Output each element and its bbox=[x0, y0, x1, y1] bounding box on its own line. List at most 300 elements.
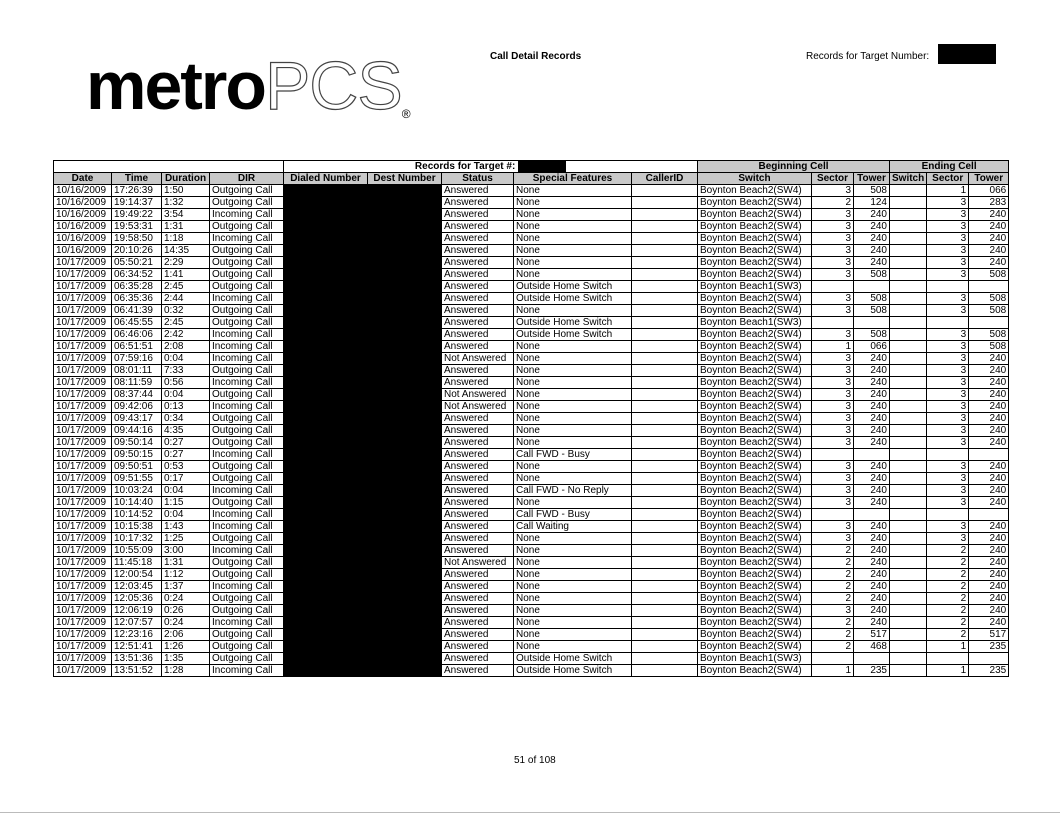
cell-date: 10/17/2009 bbox=[54, 353, 112, 365]
cell-end-sector: 3 bbox=[927, 353, 969, 365]
cell-tower: 240 bbox=[854, 389, 890, 401]
cell-caller-id bbox=[632, 365, 698, 377]
cell-dialed-number-redacted bbox=[284, 437, 368, 449]
cell-direction: Outgoing Call bbox=[210, 557, 284, 569]
cell-dest-number-redacted bbox=[368, 197, 442, 209]
cell-end-switch bbox=[890, 449, 927, 461]
cell-date: 10/17/2009 bbox=[54, 665, 112, 677]
cell-direction: Incoming Call bbox=[210, 353, 284, 365]
cell-time: 06:46:06 bbox=[112, 329, 162, 341]
cell-sector: 3 bbox=[812, 185, 854, 197]
cell-tower: 240 bbox=[854, 365, 890, 377]
cell-special-features: Outside Home Switch bbox=[514, 653, 632, 665]
cell-duration: 1:18 bbox=[162, 233, 210, 245]
cell-tower: 240 bbox=[854, 557, 890, 569]
cell-sector: 2 bbox=[812, 629, 854, 641]
cell-direction: Incoming Call bbox=[210, 401, 284, 413]
page-number: 51 of 108 bbox=[514, 755, 556, 766]
cell-end-sector bbox=[927, 449, 969, 461]
cell-dest-number-redacted bbox=[368, 353, 442, 365]
cell-end-sector: 2 bbox=[927, 605, 969, 617]
cell-caller-id bbox=[632, 209, 698, 221]
column-header: Sector bbox=[927, 173, 969, 185]
cell-special-features: None bbox=[514, 197, 632, 209]
cell-status: Answered bbox=[442, 281, 514, 293]
cell-status: Answered bbox=[442, 413, 514, 425]
cell-sector: 3 bbox=[812, 293, 854, 305]
cell-end-tower: 240 bbox=[969, 545, 1009, 557]
cell-direction: Outgoing Call bbox=[210, 389, 284, 401]
cell-duration: 0:27 bbox=[162, 449, 210, 461]
cell-caller-id bbox=[632, 401, 698, 413]
cell-tower: 240 bbox=[854, 209, 890, 221]
cell-direction: Incoming Call bbox=[210, 665, 284, 677]
cell-end-switch bbox=[890, 305, 927, 317]
table-row bbox=[54, 533, 1009, 545]
cell-date: 10/17/2009 bbox=[54, 569, 112, 581]
cell-time: 09:50:15 bbox=[112, 449, 162, 461]
cell-special-features: None bbox=[514, 425, 632, 437]
cell-duration: 0:26 bbox=[162, 605, 210, 617]
cell-caller-id bbox=[632, 221, 698, 233]
cell-sector: 2 bbox=[812, 197, 854, 209]
cell-dest-number-redacted bbox=[368, 569, 442, 581]
table-row bbox=[54, 389, 1009, 401]
cell-dialed-number-redacted bbox=[284, 509, 368, 521]
cell-end-sector: 3 bbox=[927, 401, 969, 413]
cell-tower: 240 bbox=[854, 425, 890, 437]
cell-dest-number-redacted bbox=[368, 641, 442, 653]
cell-switch: Boynton Beach1(SW3) bbox=[698, 317, 812, 329]
cell-sector: 3 bbox=[812, 221, 854, 233]
cell-end-tower: 508 bbox=[969, 269, 1009, 281]
cell-end-sector: 3 bbox=[927, 389, 969, 401]
cell-dialed-number-redacted bbox=[284, 641, 368, 653]
column-header: Sector bbox=[812, 173, 854, 185]
cell-sector bbox=[812, 281, 854, 293]
cell-dest-number-redacted bbox=[368, 233, 442, 245]
cell-end-tower: 508 bbox=[969, 293, 1009, 305]
cell-caller-id bbox=[632, 581, 698, 593]
cell-end-tower: 240 bbox=[969, 593, 1009, 605]
cell-dest-number-redacted bbox=[368, 665, 442, 677]
cell-switch: Boynton Beach2(SW4) bbox=[698, 461, 812, 473]
cell-date: 10/17/2009 bbox=[54, 269, 112, 281]
cell-caller-id bbox=[632, 485, 698, 497]
cell-end-sector: 3 bbox=[927, 485, 969, 497]
document-title: Call Detail Records bbox=[490, 51, 582, 62]
table-row bbox=[54, 305, 1009, 317]
cell-dialed-number-redacted bbox=[284, 425, 368, 437]
cell-date: 10/16/2009 bbox=[54, 197, 112, 209]
table-column-header bbox=[54, 173, 1009, 185]
cell-end-tower: 240 bbox=[969, 581, 1009, 593]
cell-tower bbox=[854, 449, 890, 461]
cell-direction: Incoming Call bbox=[210, 581, 284, 593]
cell-direction: Outgoing Call bbox=[210, 317, 284, 329]
cell-special-features: Call FWD - No Reply bbox=[514, 485, 632, 497]
cell-sector: 3 bbox=[812, 377, 854, 389]
cell-end-sector: 3 bbox=[927, 329, 969, 341]
cell-direction: Outgoing Call bbox=[210, 425, 284, 437]
cell-status: Answered bbox=[442, 461, 514, 473]
cell-end-tower: 240 bbox=[969, 233, 1009, 245]
cell-end-tower: 235 bbox=[969, 665, 1009, 677]
cell-date: 10/17/2009 bbox=[54, 533, 112, 545]
cell-switch: Boynton Beach2(SW4) bbox=[698, 401, 812, 413]
table-row bbox=[54, 209, 1009, 221]
cell-caller-id bbox=[632, 245, 698, 257]
cell-end-sector: 2 bbox=[927, 557, 969, 569]
cell-date: 10/17/2009 bbox=[54, 473, 112, 485]
cell-duration: 3:00 bbox=[162, 545, 210, 557]
cell-end-switch bbox=[890, 365, 927, 377]
cell-end-sector: 3 bbox=[927, 197, 969, 209]
cell-end-switch bbox=[890, 557, 927, 569]
cell-date: 10/17/2009 bbox=[54, 449, 112, 461]
cell-dialed-number-redacted bbox=[284, 485, 368, 497]
cell-special-features: None bbox=[514, 365, 632, 377]
cell-duration: 2:44 bbox=[162, 293, 210, 305]
cell-end-switch bbox=[890, 209, 927, 221]
cell-tower: 066 bbox=[854, 341, 890, 353]
cell-tower: 240 bbox=[854, 545, 890, 557]
cell-caller-id bbox=[632, 305, 698, 317]
cell-status: Answered bbox=[442, 341, 514, 353]
cell-caller-id bbox=[632, 317, 698, 329]
cell-status: Answered bbox=[442, 221, 514, 233]
cell-sector: 2 bbox=[812, 641, 854, 653]
cell-end-sector: 3 bbox=[927, 221, 969, 233]
cell-switch: Boynton Beach2(SW4) bbox=[698, 233, 812, 245]
cell-switch: Boynton Beach2(SW4) bbox=[698, 377, 812, 389]
cell-caller-id bbox=[632, 185, 698, 197]
cell-tower: 508 bbox=[854, 269, 890, 281]
cell-sector: 1 bbox=[812, 341, 854, 353]
cell-time: 20:10:26 bbox=[112, 245, 162, 257]
cell-sector: 2 bbox=[812, 557, 854, 569]
cell-special-features: None bbox=[514, 377, 632, 389]
records-for-target-label: Records for Target #: bbox=[414, 161, 516, 173]
cell-status: Answered bbox=[442, 377, 514, 389]
cell-end-sector: 3 bbox=[927, 461, 969, 473]
cell-end-switch bbox=[890, 245, 927, 257]
call-detail-table bbox=[53, 160, 1009, 677]
cell-end-tower: 240 bbox=[969, 389, 1009, 401]
cell-dialed-number-redacted bbox=[284, 653, 368, 665]
cell-direction: Outgoing Call bbox=[210, 365, 284, 377]
cell-switch: Boynton Beach2(SW4) bbox=[698, 329, 812, 341]
cell-tower: 235 bbox=[854, 665, 890, 677]
cell-end-tower bbox=[969, 281, 1009, 293]
cell-end-switch bbox=[890, 293, 927, 305]
cell-sector bbox=[812, 449, 854, 461]
cell-status: Answered bbox=[442, 545, 514, 557]
cell-tower: 240 bbox=[854, 605, 890, 617]
table-row bbox=[54, 233, 1009, 245]
cell-status: Answered bbox=[442, 437, 514, 449]
cell-sector: 3 bbox=[812, 413, 854, 425]
table-row bbox=[54, 629, 1009, 641]
cell-status: Answered bbox=[442, 305, 514, 317]
cell-status: Answered bbox=[442, 329, 514, 341]
cell-end-sector: 3 bbox=[927, 245, 969, 257]
cell-duration: 0:13 bbox=[162, 401, 210, 413]
cell-date: 10/17/2009 bbox=[54, 413, 112, 425]
cell-direction: Incoming Call bbox=[210, 209, 284, 221]
cell-end-sector: 3 bbox=[927, 269, 969, 281]
column-header: Dest Number bbox=[368, 173, 442, 185]
table-row bbox=[54, 245, 1009, 257]
cell-status: Answered bbox=[442, 521, 514, 533]
cell-date: 10/17/2009 bbox=[54, 605, 112, 617]
cell-end-switch bbox=[890, 593, 927, 605]
cell-tower: 240 bbox=[854, 485, 890, 497]
cell-time: 08:37:44 bbox=[112, 389, 162, 401]
cell-duration: 1:25 bbox=[162, 533, 210, 545]
cell-dest-number-redacted bbox=[368, 629, 442, 641]
cell-dialed-number-redacted bbox=[284, 317, 368, 329]
cell-duration: 0:32 bbox=[162, 305, 210, 317]
cell-duration: 0:24 bbox=[162, 593, 210, 605]
cell-end-sector: 3 bbox=[927, 497, 969, 509]
cell-direction: Incoming Call bbox=[210, 521, 284, 533]
cell-switch: Boynton Beach2(SW4) bbox=[698, 545, 812, 557]
cell-time: 06:34:52 bbox=[112, 269, 162, 281]
cell-sector bbox=[812, 317, 854, 329]
cell-end-tower: 235 bbox=[969, 641, 1009, 653]
cell-dialed-number-redacted bbox=[284, 341, 368, 353]
cell-time: 06:41:39 bbox=[112, 305, 162, 317]
cell-dialed-number-redacted bbox=[284, 665, 368, 677]
table-row bbox=[54, 329, 1009, 341]
cell-tower: 240 bbox=[854, 593, 890, 605]
cell-caller-id bbox=[632, 341, 698, 353]
cell-end-switch bbox=[890, 509, 927, 521]
cell-caller-id bbox=[632, 425, 698, 437]
cell-switch: Boynton Beach2(SW4) bbox=[698, 305, 812, 317]
cell-end-sector: 3 bbox=[927, 425, 969, 437]
cell-duration: 1:43 bbox=[162, 521, 210, 533]
cell-status: Answered bbox=[442, 257, 514, 269]
cell-date: 10/17/2009 bbox=[54, 281, 112, 293]
cell-date: 10/17/2009 bbox=[54, 425, 112, 437]
cell-dest-number-redacted bbox=[368, 545, 442, 557]
column-header: Time bbox=[112, 173, 162, 185]
cell-time: 10:14:52 bbox=[112, 509, 162, 521]
cell-direction: Outgoing Call bbox=[210, 569, 284, 581]
cell-dialed-number-redacted bbox=[284, 365, 368, 377]
cell-end-switch bbox=[890, 497, 927, 509]
redacted-target-number bbox=[938, 44, 996, 64]
target-number-label: Records for Target Number: bbox=[806, 51, 930, 62]
cell-time: 08:01:11 bbox=[112, 365, 162, 377]
cell-time: 12:06:19 bbox=[112, 605, 162, 617]
cell-direction: Outgoing Call bbox=[210, 281, 284, 293]
cell-end-tower: 240 bbox=[969, 485, 1009, 497]
cell-tower: 240 bbox=[854, 413, 890, 425]
cell-caller-id bbox=[632, 533, 698, 545]
cell-end-tower: 240 bbox=[969, 533, 1009, 545]
cell-direction: Outgoing Call bbox=[210, 653, 284, 665]
cell-switch: Boynton Beach2(SW4) bbox=[698, 533, 812, 545]
cell-sector: 3 bbox=[812, 233, 854, 245]
cell-direction: Outgoing Call bbox=[210, 605, 284, 617]
cell-dialed-number-redacted bbox=[284, 605, 368, 617]
cell-caller-id bbox=[632, 269, 698, 281]
cell-date: 10/17/2009 bbox=[54, 497, 112, 509]
cell-tower: 240 bbox=[854, 257, 890, 269]
table-row bbox=[54, 509, 1009, 521]
cell-duration: 1:41 bbox=[162, 269, 210, 281]
cell-special-features: None bbox=[514, 605, 632, 617]
cell-dest-number-redacted bbox=[368, 617, 442, 629]
cell-caller-id bbox=[632, 377, 698, 389]
cell-tower: 517 bbox=[854, 629, 890, 641]
column-header: Duration bbox=[162, 173, 210, 185]
cell-dialed-number-redacted bbox=[284, 233, 368, 245]
cell-date: 10/17/2009 bbox=[54, 341, 112, 353]
cell-duration: 0:04 bbox=[162, 485, 210, 497]
cell-direction: Incoming Call bbox=[210, 329, 284, 341]
cell-caller-id bbox=[632, 353, 698, 365]
cell-special-features: None bbox=[514, 545, 632, 557]
group-header-blank bbox=[54, 161, 284, 173]
cell-tower: 508 bbox=[854, 305, 890, 317]
cell-caller-id bbox=[632, 281, 698, 293]
cell-special-features: None bbox=[514, 341, 632, 353]
cell-switch: Boynton Beach2(SW4) bbox=[698, 605, 812, 617]
table-row bbox=[54, 581, 1009, 593]
cell-end-tower bbox=[969, 653, 1009, 665]
cell-caller-id bbox=[632, 413, 698, 425]
cell-time: 09:44:16 bbox=[112, 425, 162, 437]
cell-status: Answered bbox=[442, 293, 514, 305]
cell-sector: 3 bbox=[812, 533, 854, 545]
cell-date: 10/17/2009 bbox=[54, 485, 112, 497]
cell-tower: 240 bbox=[854, 569, 890, 581]
cell-duration: 1:37 bbox=[162, 581, 210, 593]
cell-caller-id bbox=[632, 569, 698, 581]
cell-dest-number-redacted bbox=[368, 461, 442, 473]
cell-tower: 124 bbox=[854, 197, 890, 209]
column-header: Switch bbox=[698, 173, 812, 185]
cell-duration: 1:35 bbox=[162, 653, 210, 665]
cell-dest-number-redacted bbox=[368, 377, 442, 389]
cell-end-sector: 3 bbox=[927, 377, 969, 389]
cell-end-switch bbox=[890, 461, 927, 473]
cell-switch: Boynton Beach2(SW4) bbox=[698, 641, 812, 653]
cell-direction: Outgoing Call bbox=[210, 269, 284, 281]
cell-direction: Outgoing Call bbox=[210, 629, 284, 641]
cell-dest-number-redacted bbox=[368, 413, 442, 425]
cell-switch: Boynton Beach2(SW4) bbox=[698, 509, 812, 521]
cell-dest-number-redacted bbox=[368, 269, 442, 281]
cell-end-switch bbox=[890, 605, 927, 617]
cell-tower: 508 bbox=[854, 185, 890, 197]
cell-status: Answered bbox=[442, 629, 514, 641]
cell-caller-id bbox=[632, 509, 698, 521]
cell-direction: Outgoing Call bbox=[210, 461, 284, 473]
cell-date: 10/17/2009 bbox=[54, 617, 112, 629]
cell-caller-id bbox=[632, 617, 698, 629]
column-header: CallerID bbox=[632, 173, 698, 185]
cell-time: 12:03:45 bbox=[112, 581, 162, 593]
cell-date: 10/17/2009 bbox=[54, 461, 112, 473]
cell-end-sector: 3 bbox=[927, 473, 969, 485]
cell-switch: Boynton Beach2(SW4) bbox=[698, 209, 812, 221]
table-row bbox=[54, 281, 1009, 293]
cell-caller-id bbox=[632, 473, 698, 485]
cell-status: Answered bbox=[442, 209, 514, 221]
cell-direction: Outgoing Call bbox=[210, 185, 284, 197]
cell-dialed-number-redacted bbox=[284, 257, 368, 269]
cell-end-switch bbox=[890, 377, 927, 389]
cell-status: Answered bbox=[442, 317, 514, 329]
table-row bbox=[54, 377, 1009, 389]
cell-time: 11:45:18 bbox=[112, 557, 162, 569]
cell-caller-id bbox=[632, 653, 698, 665]
cell-switch: Boynton Beach2(SW4) bbox=[698, 365, 812, 377]
cell-date: 10/17/2009 bbox=[54, 509, 112, 521]
cell-caller-id bbox=[632, 629, 698, 641]
cell-end-sector: 3 bbox=[927, 341, 969, 353]
cell-dest-number-redacted bbox=[368, 473, 442, 485]
cell-dest-number-redacted bbox=[368, 281, 442, 293]
cell-end-tower: 240 bbox=[969, 425, 1009, 437]
cell-dest-number-redacted bbox=[368, 401, 442, 413]
cell-time: 19:53:31 bbox=[112, 221, 162, 233]
cell-time: 06:51:51 bbox=[112, 341, 162, 353]
table-row bbox=[54, 293, 1009, 305]
cell-switch: Boynton Beach2(SW4) bbox=[698, 449, 812, 461]
cell-date: 10/17/2009 bbox=[54, 641, 112, 653]
cell-time: 09:50:51 bbox=[112, 461, 162, 473]
cell-dest-number-redacted bbox=[368, 257, 442, 269]
cell-dest-number-redacted bbox=[368, 305, 442, 317]
cell-duration: 4:35 bbox=[162, 425, 210, 437]
cell-sector: 2 bbox=[812, 569, 854, 581]
cell-caller-id bbox=[632, 593, 698, 605]
cell-dialed-number-redacted bbox=[284, 329, 368, 341]
cell-dest-number-redacted bbox=[368, 449, 442, 461]
column-header: Tower bbox=[969, 173, 1009, 185]
cell-end-switch bbox=[890, 401, 927, 413]
cell-status: Answered bbox=[442, 269, 514, 281]
cell-special-features: None bbox=[514, 269, 632, 281]
cell-time: 17:26:39 bbox=[112, 185, 162, 197]
cell-duration: 2:45 bbox=[162, 317, 210, 329]
table-row bbox=[54, 437, 1009, 449]
cell-tower: 468 bbox=[854, 641, 890, 653]
table-row bbox=[54, 521, 1009, 533]
cell-dest-number-redacted bbox=[368, 509, 442, 521]
table-row bbox=[54, 485, 1009, 497]
cell-caller-id bbox=[632, 605, 698, 617]
cell-end-sector: 3 bbox=[927, 533, 969, 545]
cell-time: 19:58:50 bbox=[112, 233, 162, 245]
column-header: DIR bbox=[210, 173, 284, 185]
cell-duration: 0:56 bbox=[162, 377, 210, 389]
table-row bbox=[54, 221, 1009, 233]
cell-time: 13:51:52 bbox=[112, 665, 162, 677]
cell-dest-number-redacted bbox=[368, 245, 442, 257]
logo-registered-mark: ® bbox=[401, 107, 411, 121]
cell-date: 10/17/2009 bbox=[54, 629, 112, 641]
cell-dialed-number-redacted bbox=[284, 449, 368, 461]
cell-duration: 1:50 bbox=[162, 185, 210, 197]
cell-date: 10/16/2009 bbox=[54, 221, 112, 233]
